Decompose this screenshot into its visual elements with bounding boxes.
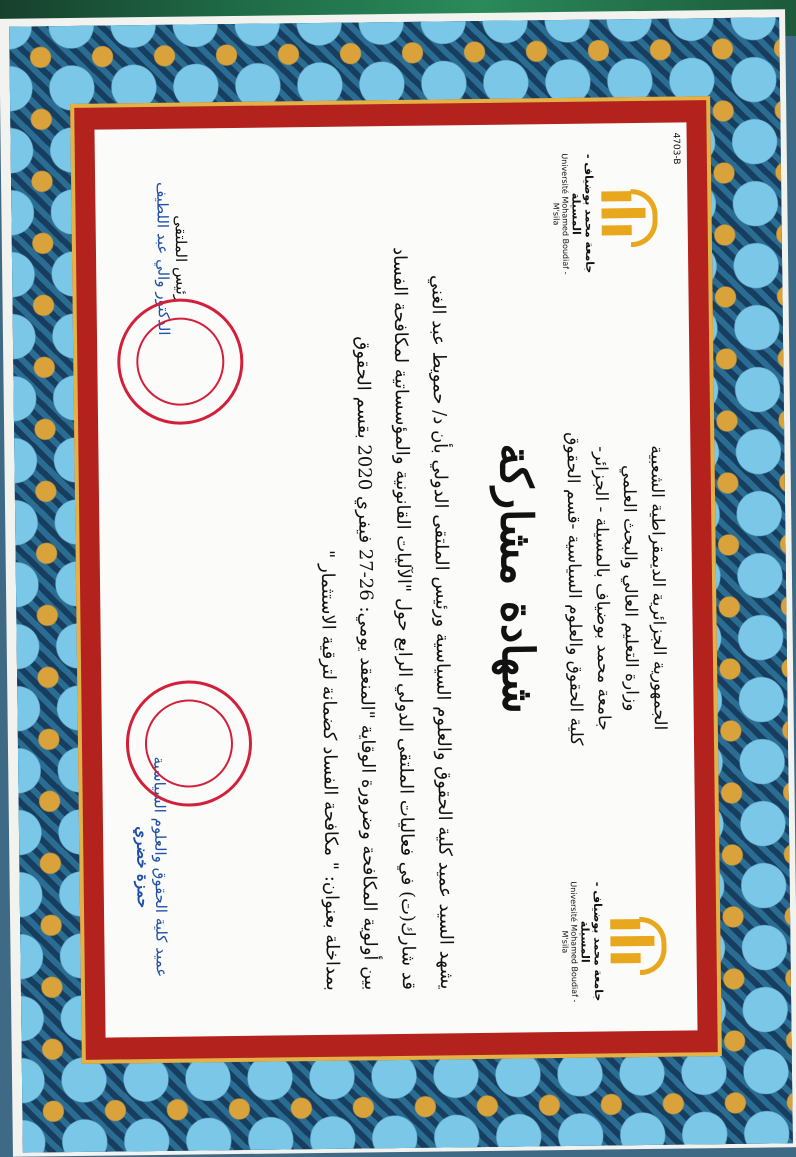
serial-number: 4703-B (670, 132, 681, 165)
republic-line: الجمهورية الجزائرية الديمقراطية الشعبية (646, 445, 670, 731)
logo-name-ar: جامعة محمد بوضياف - المسيلة (578, 881, 606, 1002)
chair-name: الدكتور والي عبد اللطيف (153, 181, 173, 336)
ministry-line: وزارة التعليم العالي والبحث العلمي (618, 464, 642, 712)
certificate-title: شهادة مشاركة (489, 442, 544, 715)
header-block (557, 353, 675, 824)
conference-stamp (117, 298, 245, 426)
certificate-content (94, 122, 697, 1037)
certificate-body (303, 169, 465, 991)
logo-name-fr: Université Mohamed Boudiaf - M'sila (560, 881, 580, 1003)
certificate-inner (94, 122, 697, 1037)
faculty-line: كلية الحقوق والعلوم السياسية -قسم الحقوق (562, 432, 587, 746)
university-line: جامعة محمد بوضياف بالمسيلة - الجزائر- (590, 446, 614, 731)
body-line-3: بين أولوية المكافحة وضرورة الوقاية "المنعقد يومي: 26-27 فيفري 2020 بقسم الحقوق (352, 336, 382, 991)
body-line-4: بمداخلة بعنوان: " مكافحة الفساد كضمانة لترقية الاستثمار " (316, 549, 344, 991)
university-logo-right (560, 871, 668, 1012)
stamp-inner (136, 317, 225, 406)
logo-icon (610, 913, 667, 970)
body-line-2: قد شارك(ت) في فعاليات الملتقى الدولي الرابع حول "الآليات القانونية والمؤسساتية لمكافحة الفساد (388, 246, 420, 991)
logo-name-ar: جامعة محمد بوضياف - المسيلة (569, 153, 597, 274)
logo-icon (601, 185, 658, 242)
university-logo-left (551, 143, 659, 284)
chair-title: رئيس الملتقى (171, 215, 191, 303)
logo-name-fr: Université Mohamed Boudiaf - M'sila (551, 153, 571, 275)
stamp-inner (144, 699, 233, 788)
dean-name: حمزة خضري (132, 826, 152, 909)
body-line-1: يشهد السيد عميد كلية الحقوق والعلوم السياسية ورئيس الملتقى الدولي بأن د/ حمويط عبد الغني (427, 274, 458, 990)
dean-title: عميد كلية الحقوق والعلوم السياسية (150, 756, 171, 978)
faculty-stamp (125, 680, 253, 808)
